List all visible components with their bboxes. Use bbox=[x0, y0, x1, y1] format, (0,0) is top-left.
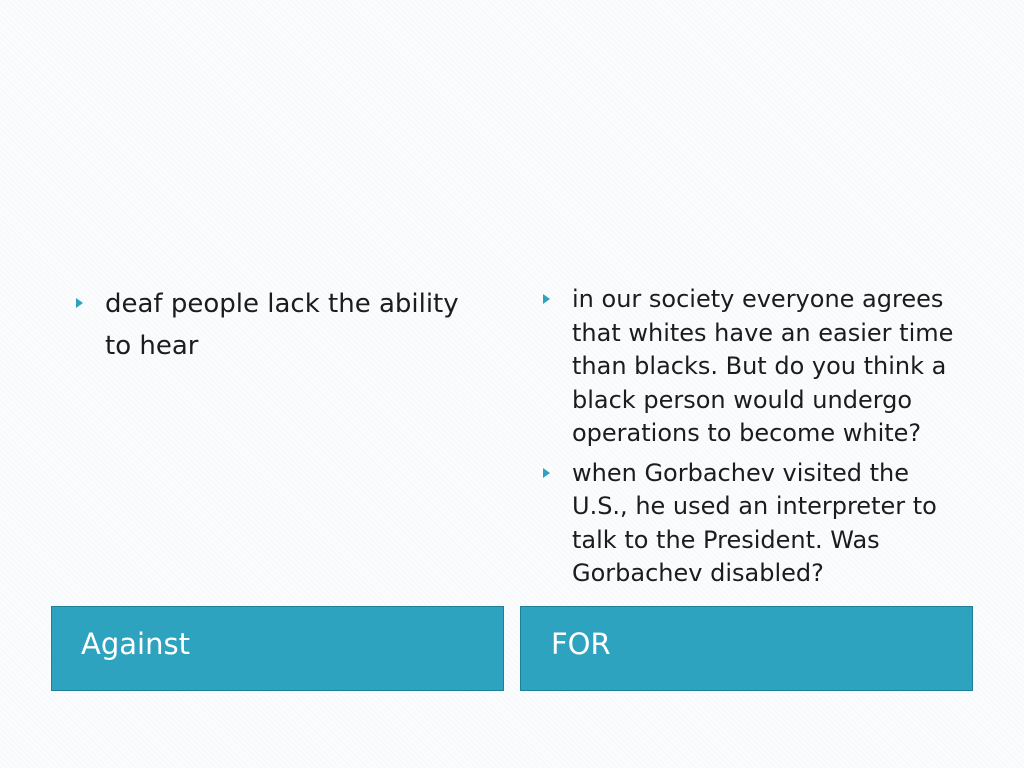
for-column bbox=[543, 283, 963, 597]
bullet-text: in our society everyone agrees that whites have an easier time than blacks. But do you think a black person would undergo operations to become white? bbox=[572, 285, 954, 447]
bullet-text: when Gorbachev visited the U.S., he used an interpreter to talk to the President. Was Gorbachev disabled? bbox=[572, 458, 937, 587]
against-bullet-list bbox=[76, 283, 476, 367]
bullet-item bbox=[543, 457, 963, 591]
triangle-bullet-icon bbox=[543, 294, 550, 304]
bullet-item bbox=[76, 283, 476, 367]
triangle-bullet-icon bbox=[76, 298, 83, 308]
against-label-box bbox=[51, 606, 504, 691]
for-label: FOR bbox=[551, 627, 611, 661]
against-column bbox=[76, 283, 476, 367]
for-bullet-list bbox=[543, 283, 963, 591]
bullet-item bbox=[543, 283, 963, 451]
bullet-text: deaf people lack the ability to hear bbox=[105, 289, 459, 361]
against-label: Against bbox=[81, 627, 190, 661]
triangle-bullet-icon bbox=[543, 468, 550, 478]
for-label-box bbox=[520, 606, 973, 691]
